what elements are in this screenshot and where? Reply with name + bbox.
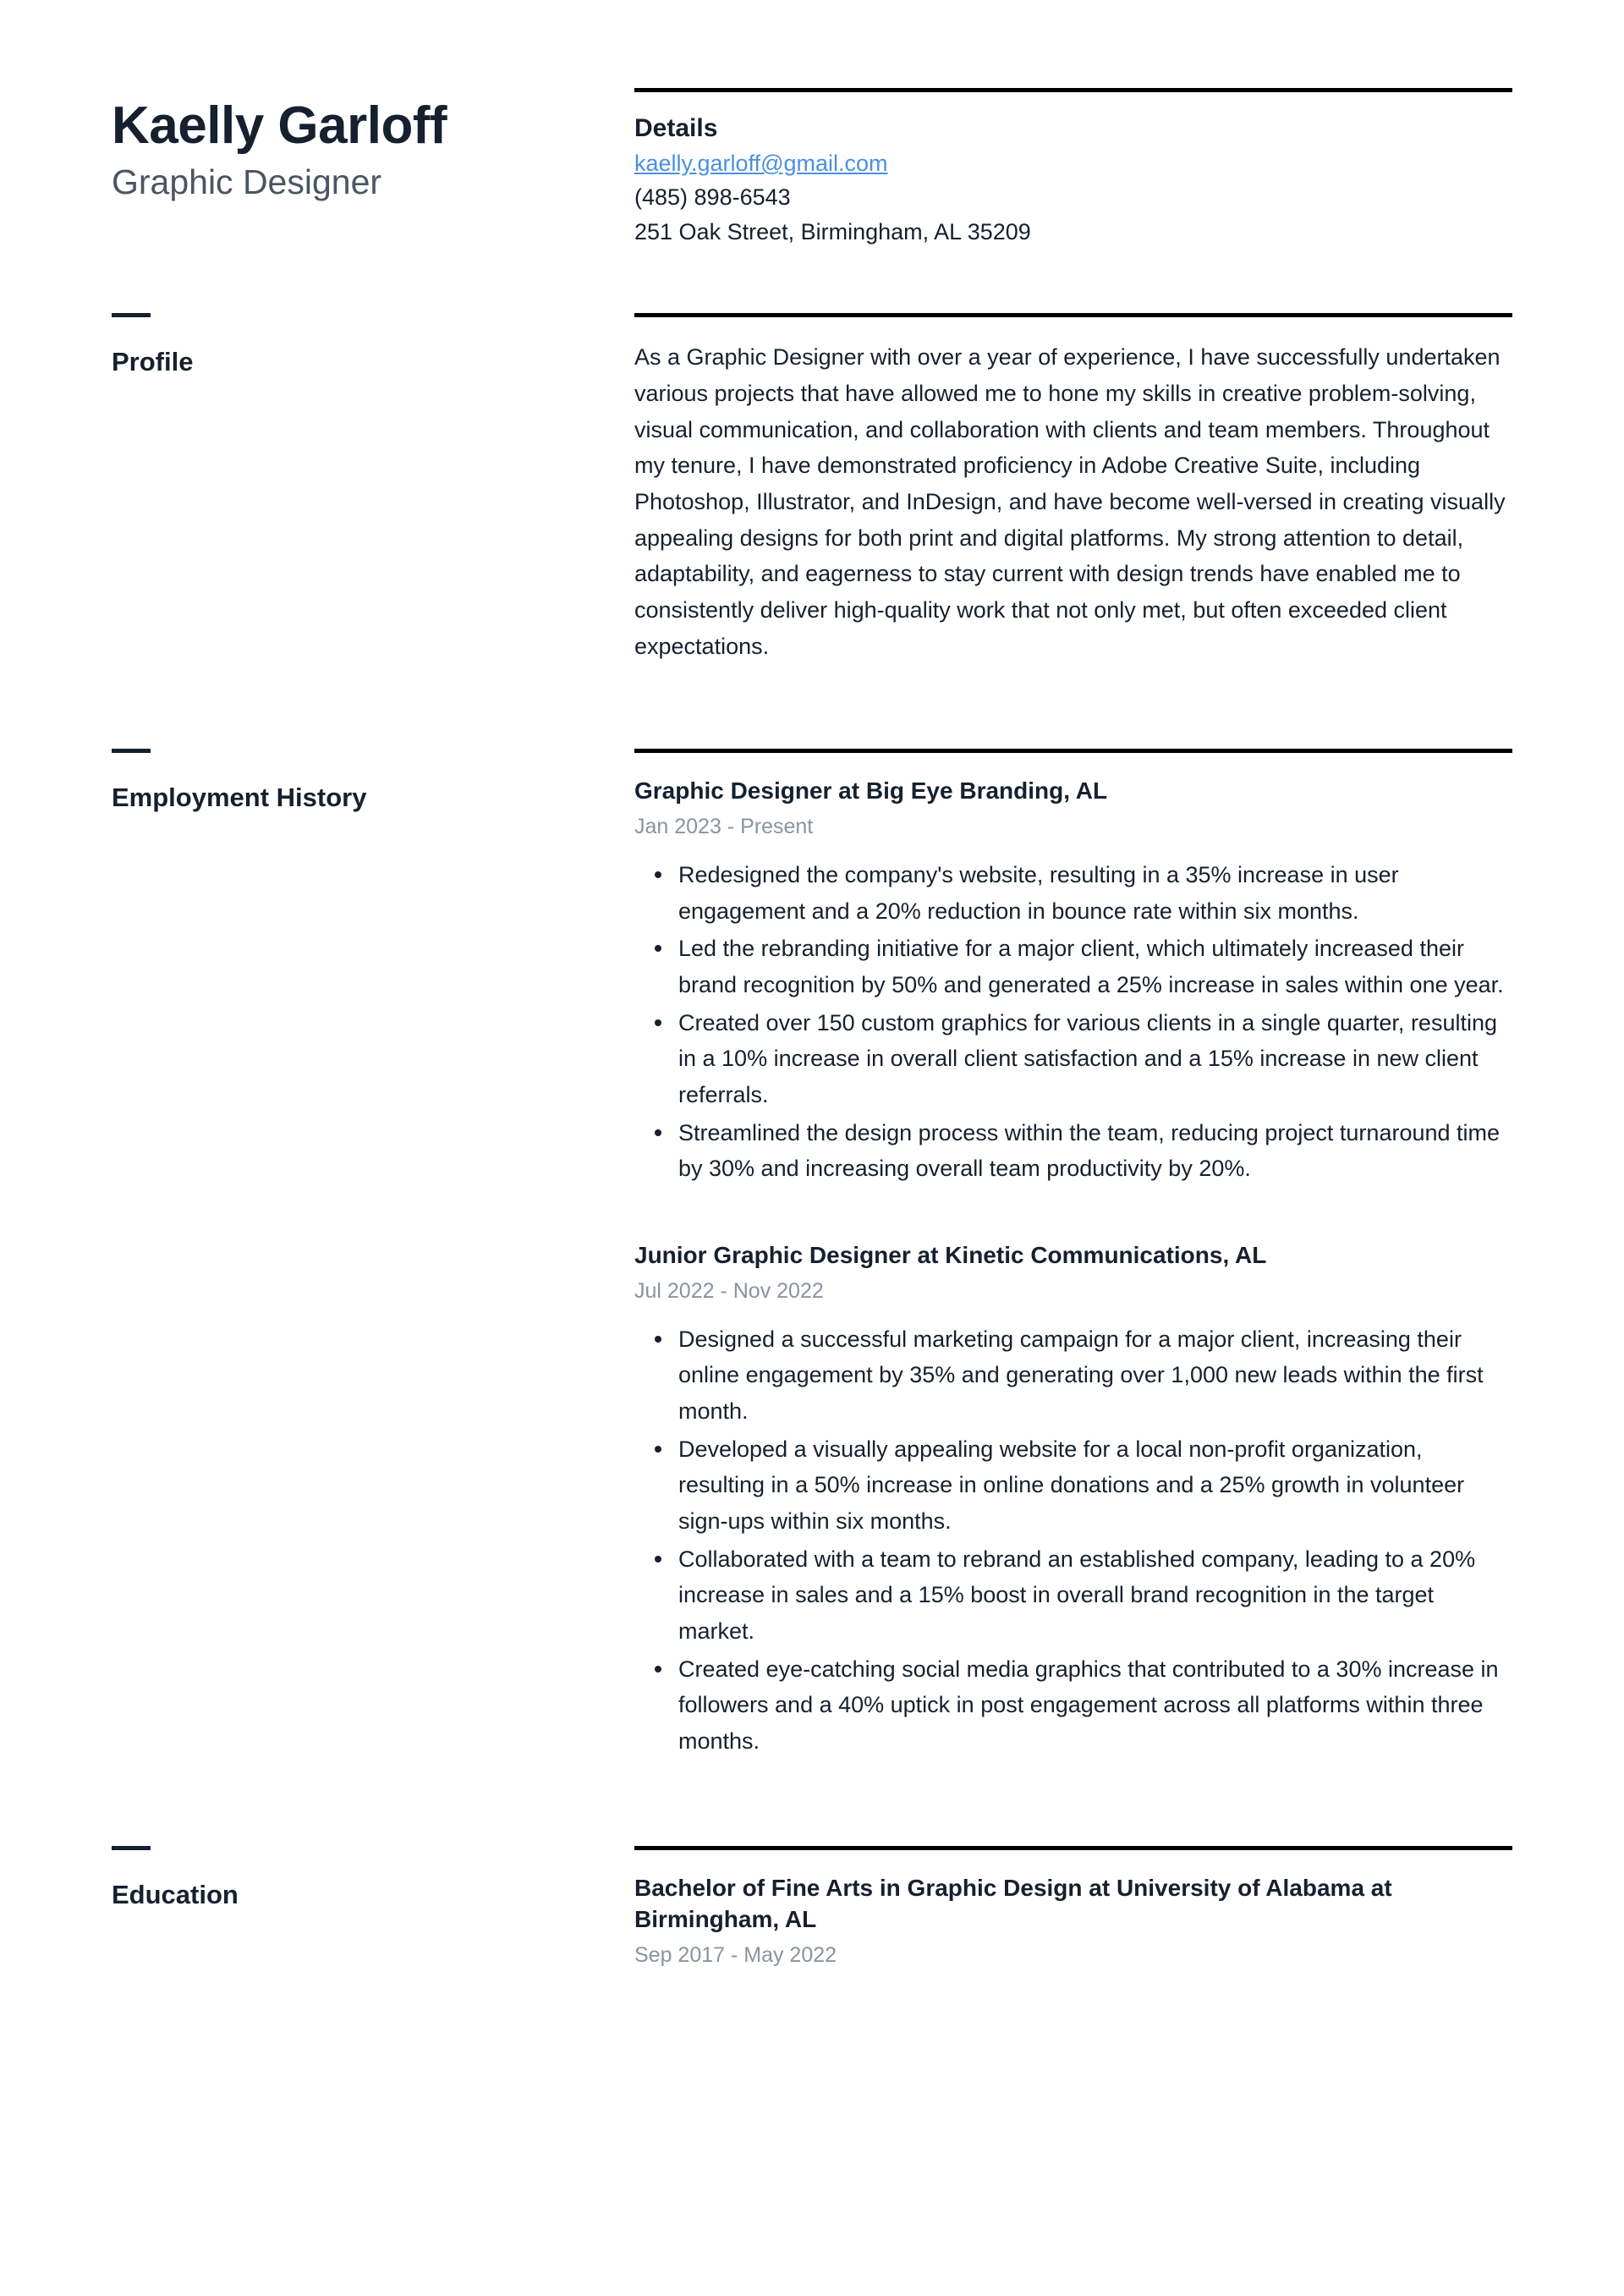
employment-divider (634, 749, 1512, 753)
details-heading: Details (634, 114, 718, 142)
education-entry-title: Bachelor of Fine Arts in Graphic Design at University of Alabama at Birmingham, AL (634, 1874, 1392, 1933)
employment-entry-bullets (634, 1321, 1512, 1760)
phone-line: (485) 898-6543 (634, 184, 791, 211)
resume-header (112, 88, 1512, 247)
employment-entry (634, 1239, 1512, 1760)
list-item: Collaborated with a team to rebrand an established company, leading to a 20% increase in sales and a 15% boost in overall brand recognition in the target market. (678, 1541, 1512, 1650)
candidate-job-title: Graphic Designer (112, 162, 382, 201)
employment-entry-title: Junior Graphic Designer at Kinetic Communications, AL (634, 1241, 1267, 1268)
list-item: Developed a visually appealing website for a local non-profit organization, resulting in a 50% increase in online donations and a 25% growth in volunteer sign-ups within six months. (678, 1431, 1512, 1540)
employment-sidebar (112, 749, 634, 813)
education-content (634, 1846, 1512, 1971)
list-item: Led the rebranding initiative for a major client, which ultimately increased their brand recognition by 50% and generated a 25% increase in sales within one year. (678, 931, 1512, 1002)
email-link[interactable]: kaelly.garloff@gmail.com (634, 151, 888, 176)
profile-divider (634, 313, 1512, 317)
list-item: Created over 150 custom graphics for various clients in a single quarter, resulting in a 10% increase in overall client satisfaction and a 15% increase in new client referrals. (678, 1005, 1512, 1113)
candidate-name: Kaelly Garloff (112, 96, 447, 155)
employment-label: Employment History (112, 783, 367, 813)
list-item: Created eye-catching social media graphics that contributed to a 30% increase in followers and a 40% uptick in post engagement across all platforms within three months. (678, 1651, 1512, 1760)
details-section (634, 88, 1512, 247)
list-item: Redesigned the company's website, resulting in a 35% increase in user engagement and a 20% reduction in bounce rate within six months. (678, 857, 1512, 929)
details-divider (634, 88, 1512, 92)
employment-entry-date: Jul 2022 - Nov 2022 (634, 1278, 824, 1303)
section-tick-icon (112, 749, 151, 753)
email-line (634, 148, 1512, 179)
profile-sidebar (112, 313, 634, 377)
address-line: 251 Oak Street, Birmingham, AL 35209 (634, 218, 1031, 244)
employment-entry-date: Jan 2023 - Present (634, 815, 814, 839)
education-section (112, 1846, 1512, 1971)
education-entry (634, 1872, 1512, 1971)
profile-label: Profile (112, 347, 194, 377)
profile-content (634, 313, 1512, 664)
employment-content (634, 749, 1512, 1760)
profile-text: As a Graphic Designer with over a year of experience, I have successfully undertaken various projects that have allowed me to hone my skills in creative problem-solving, visual communication, and collaboration with clients and team members. Throughout my tenure, I have demonstrated proficiency in Adobe Creative Suite, including Photoshop, Illustrator, and InDesign, and have become well-versed in creating visually appealing designs for both print and digital platforms. My strong attention to detail, adaptability, and eagerness to stay current with design trends have enabled me to consistently deliver high-quality work that not only met, but often exceeded client expectations. (634, 344, 1506, 659)
employment-entry-bullets (634, 857, 1512, 1187)
education-sidebar (112, 1846, 634, 1910)
section-tick-icon (112, 1846, 151, 1850)
list-item: Designed a successful marketing campaign for a major client, increasing their online engagement by 35% and generating over 1,000 new leads within the first month. (678, 1321, 1512, 1430)
education-divider (634, 1846, 1512, 1850)
education-label: Education (112, 1879, 239, 1909)
section-tick-icon (112, 313, 151, 317)
employment-entry (634, 775, 1512, 1187)
employment-entry-title: Graphic Designer at Big Eye Branding, AL (634, 777, 1108, 805)
profile-section (112, 313, 1512, 664)
list-item: Streamlined the design process within the team, reducing project turnaround time by 30% and increasing overall team productivity by 20%. (678, 1115, 1512, 1187)
education-entry-date: Sep 2017 - May 2022 (634, 1943, 837, 1968)
header-identity (112, 88, 634, 203)
employment-section (112, 749, 1512, 1760)
